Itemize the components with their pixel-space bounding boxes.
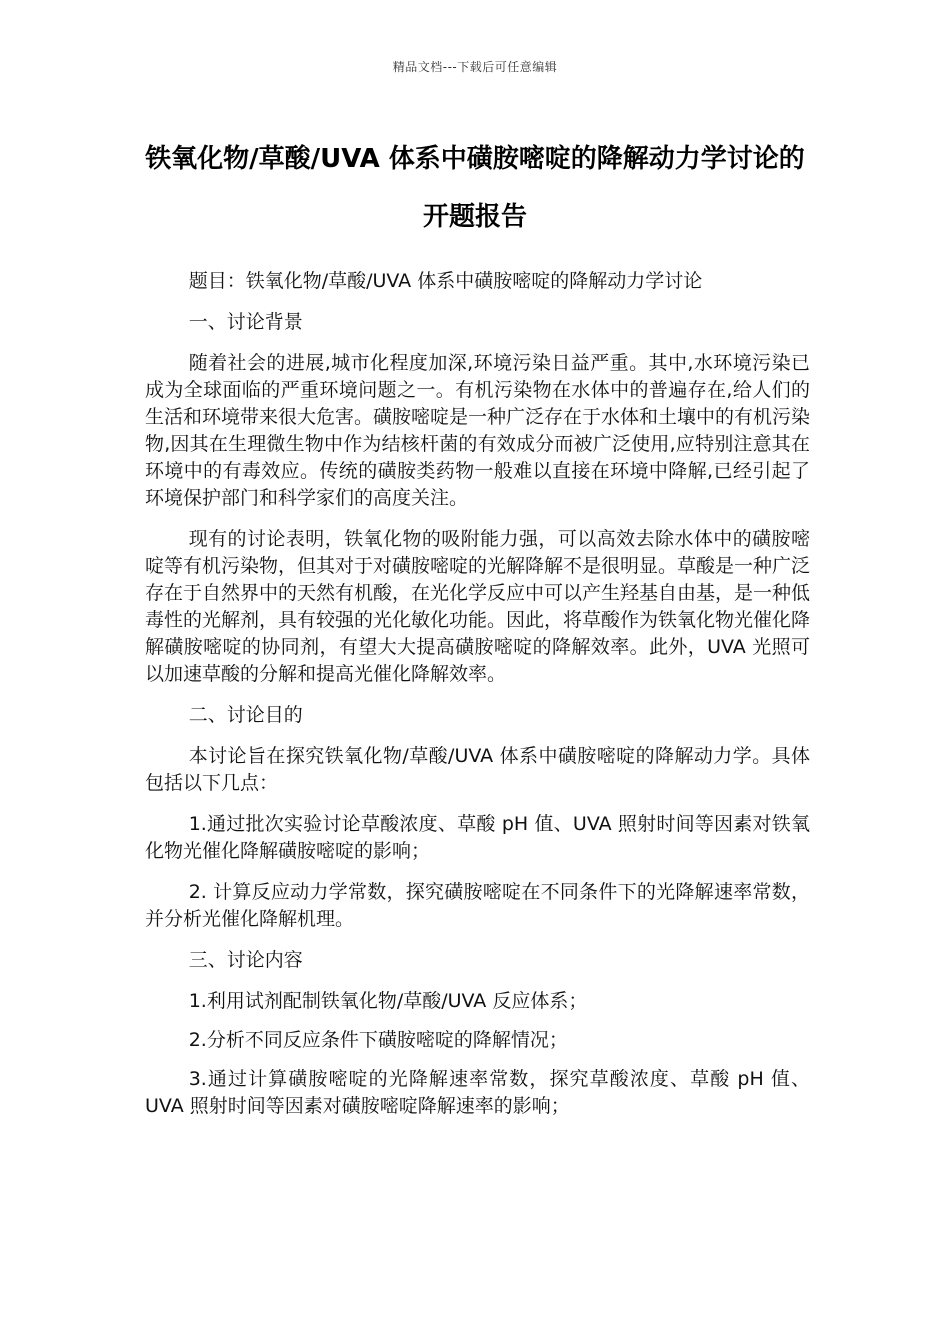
background-paragraph-2: 现有的讨论表明，铁氧化物的吸附能力强，可以高效去除水体中的磺胺嘧啶等有机污染物，但其对于对磺胺嘧啶的光解降解不是很明显。草酸是一种广泛存在于自然界中的天然有机酸，在光化学反应中可以产生羟基自由基，是一种低毒性的光解剂，具有较强的光化敏化功能。因此，将草酸作为铁氧化物光催化降解磺胺嘧啶的协同剂，有望大大提高磺胺嘧啶的降解效率。此外，UVA 光照可以加速草酸的分解和提高光催化降解效率。 bbox=[145, 528, 811, 685]
header-note: 精品文档---下载后可任意编辑 bbox=[392, 60, 558, 74]
content-item-1: 1.利用试剂配制铁氧化物/草酸/UVA 反应体系； bbox=[188, 990, 588, 1012]
content-item-3: 3.通过计算磺胺嘧啶的光降解速率常数，探究草酸浓度、草酸 pH 值、UVA 照射时间等因素对磺胺嘧啶降解速率的影响； bbox=[145, 1068, 810, 1117]
purpose-paragraph: 本讨论旨在探究铁氧化物/草酸/UVA 体系中磺胺嘧啶的降解动力学。具体包括以下几点： bbox=[145, 745, 810, 794]
purpose-item-1: 1.通过批次实验讨论草酸浓度、草酸 pH 值、UVA 照射时间等因素对铁氧化物光催化降解磺胺嘧啶的影响； bbox=[145, 813, 810, 862]
section-heading-purpose: 二、讨论目的 bbox=[188, 704, 303, 726]
document-body bbox=[145, 268, 810, 1134]
section-heading-background: 一、讨论背景 bbox=[188, 311, 303, 333]
background-paragraph-1: 随着社会的进展,城市化程度加深,环境污染日益严重。其中,水环境污染已成为全球面临的严重环境问题之一。有机污染物在水体中的普遍存在,给人们的生活和环境带来很大危害。磺胺嘧啶是一种广泛存在于水体和土壤中的有机污染物,因其在生理微生物中作为结核杆菌的有效成分而被广泛使用,应特别注意其在环境中的有毒效应。传统的磺胺类药物一般难以直接在环境中降解,已经引起了环境保护部门和科学家们的高度关注。 bbox=[145, 352, 811, 509]
document-title: 铁氧化物/草酸/UVA 体系中磺胺嘧啶的降解动力学讨论的开题报告 bbox=[145, 144, 805, 232]
section-heading-content: 三、讨论内容 bbox=[188, 949, 303, 971]
content-item-2: 2.分析不同反应条件下磺胺嘧啶的降解情况； bbox=[188, 1029, 568, 1051]
topic-line: 题目：铁氧化物/草酸/UVA 体系中磺胺嘧啶的降解动力学讨论 bbox=[188, 270, 703, 292]
purpose-item-2: 2. 计算反应动力学常数，探究磺胺嘧啶在不同条件下的光降解速率常数，并分析光催化降解机理。 bbox=[145, 881, 810, 930]
